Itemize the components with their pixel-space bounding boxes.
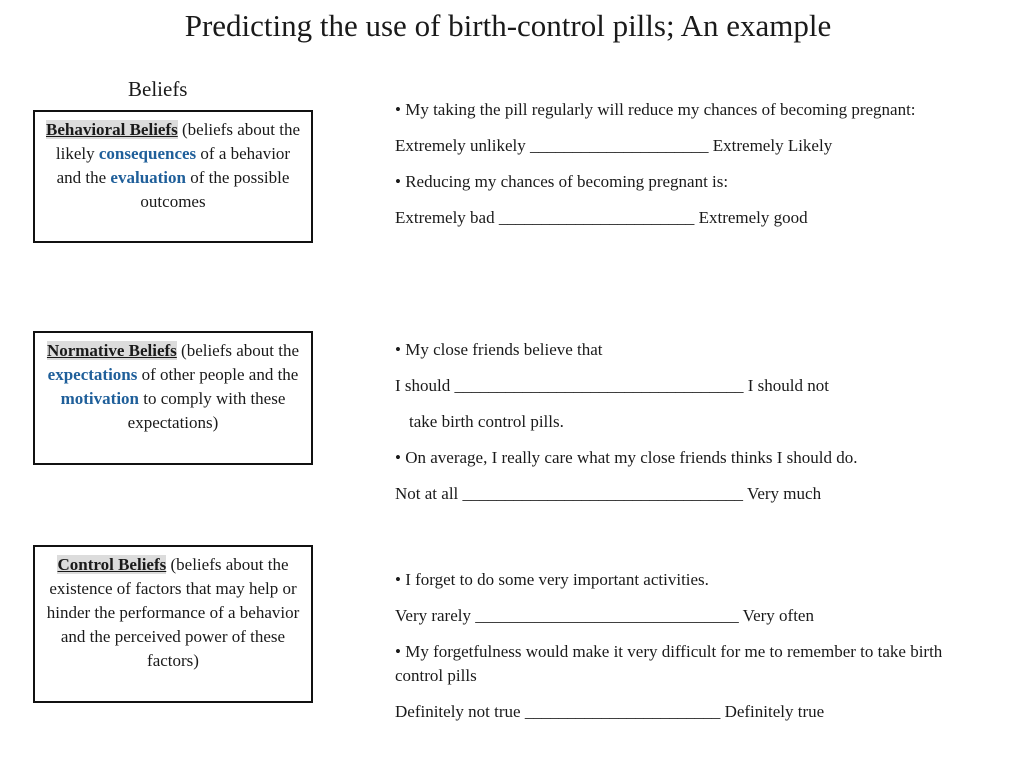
behavioral-beliefs-text-2: of a behavior and the	[56, 144, 291, 187]
behavioral-items	[395, 98, 985, 230]
normative-scale-2: Not at all _________________________________ Very much	[395, 484, 822, 503]
control-beliefs-text-1: (beliefs about the existence of factors that may help or hinder the performance of a behavior and the perceived power of these factors)	[46, 555, 300, 670]
normative-beliefs-text-1: (beliefs about the	[176, 341, 300, 360]
normative-scale-1: I should __________________________________ I should not	[395, 376, 829, 395]
normative-scale-1-continued: take birth control pills.	[409, 412, 564, 431]
control-item-2: • My forgetfulness would make it very difficult for me to remember to take birth control pills	[395, 642, 943, 685]
behavioral-beliefs-highlight-evaluation: evaluation	[110, 168, 186, 187]
behavioral-scale-2: Extremely bad _______________________ Extremely good	[395, 208, 808, 227]
slide-title: Predicting the use of birth-control pills; An example	[184, 8, 832, 43]
normative-item-2: • On average, I really care what my close friends thinks I should do.	[395, 448, 858, 467]
behavioral-beliefs-highlight-consequences: consequences	[98, 144, 197, 163]
behavioral-beliefs-text-1: (beliefs about the likely	[55, 120, 300, 163]
behavioral-beliefs-box	[33, 110, 313, 243]
control-scale-2: Definitely not true _______________________ Definitely true	[395, 702, 825, 721]
normative-beliefs-highlight-expectations: expectations	[47, 365, 138, 384]
control-beliefs-name: Control Beliefs	[57, 555, 167, 574]
normative-items	[395, 338, 985, 506]
control-item-1: • I forget to do some very important activities.	[395, 570, 709, 589]
control-items	[395, 568, 985, 724]
behavioral-item-1: • My taking the pill regularly will reduce my chances of becoming pregnant:	[395, 100, 916, 119]
behavioral-beliefs-name: Behavioral Beliefs	[46, 120, 178, 139]
behavioral-scale-1: Extremely unlikely _____________________ Extremely Likely	[395, 136, 833, 155]
normative-beliefs-highlight-motivation: motivation	[60, 389, 139, 408]
normative-beliefs-text-3: to comply with these expectations)	[127, 389, 286, 432]
control-beliefs-box	[33, 545, 313, 703]
beliefs-heading: Beliefs	[128, 77, 188, 101]
control-scale-1: Very rarely _______________________________ Very often	[395, 606, 814, 625]
normative-beliefs-name: Normative Beliefs	[46, 341, 177, 360]
normative-item-1: • My close friends believe that	[395, 340, 603, 359]
behavioral-beliefs-text-3: of the possible outcomes	[140, 168, 290, 211]
normative-beliefs-box	[33, 331, 313, 465]
normative-beliefs-text-2: of other people and the	[137, 365, 299, 384]
behavioral-item-2: • Reducing my chances of becoming pregnant is:	[395, 172, 729, 191]
